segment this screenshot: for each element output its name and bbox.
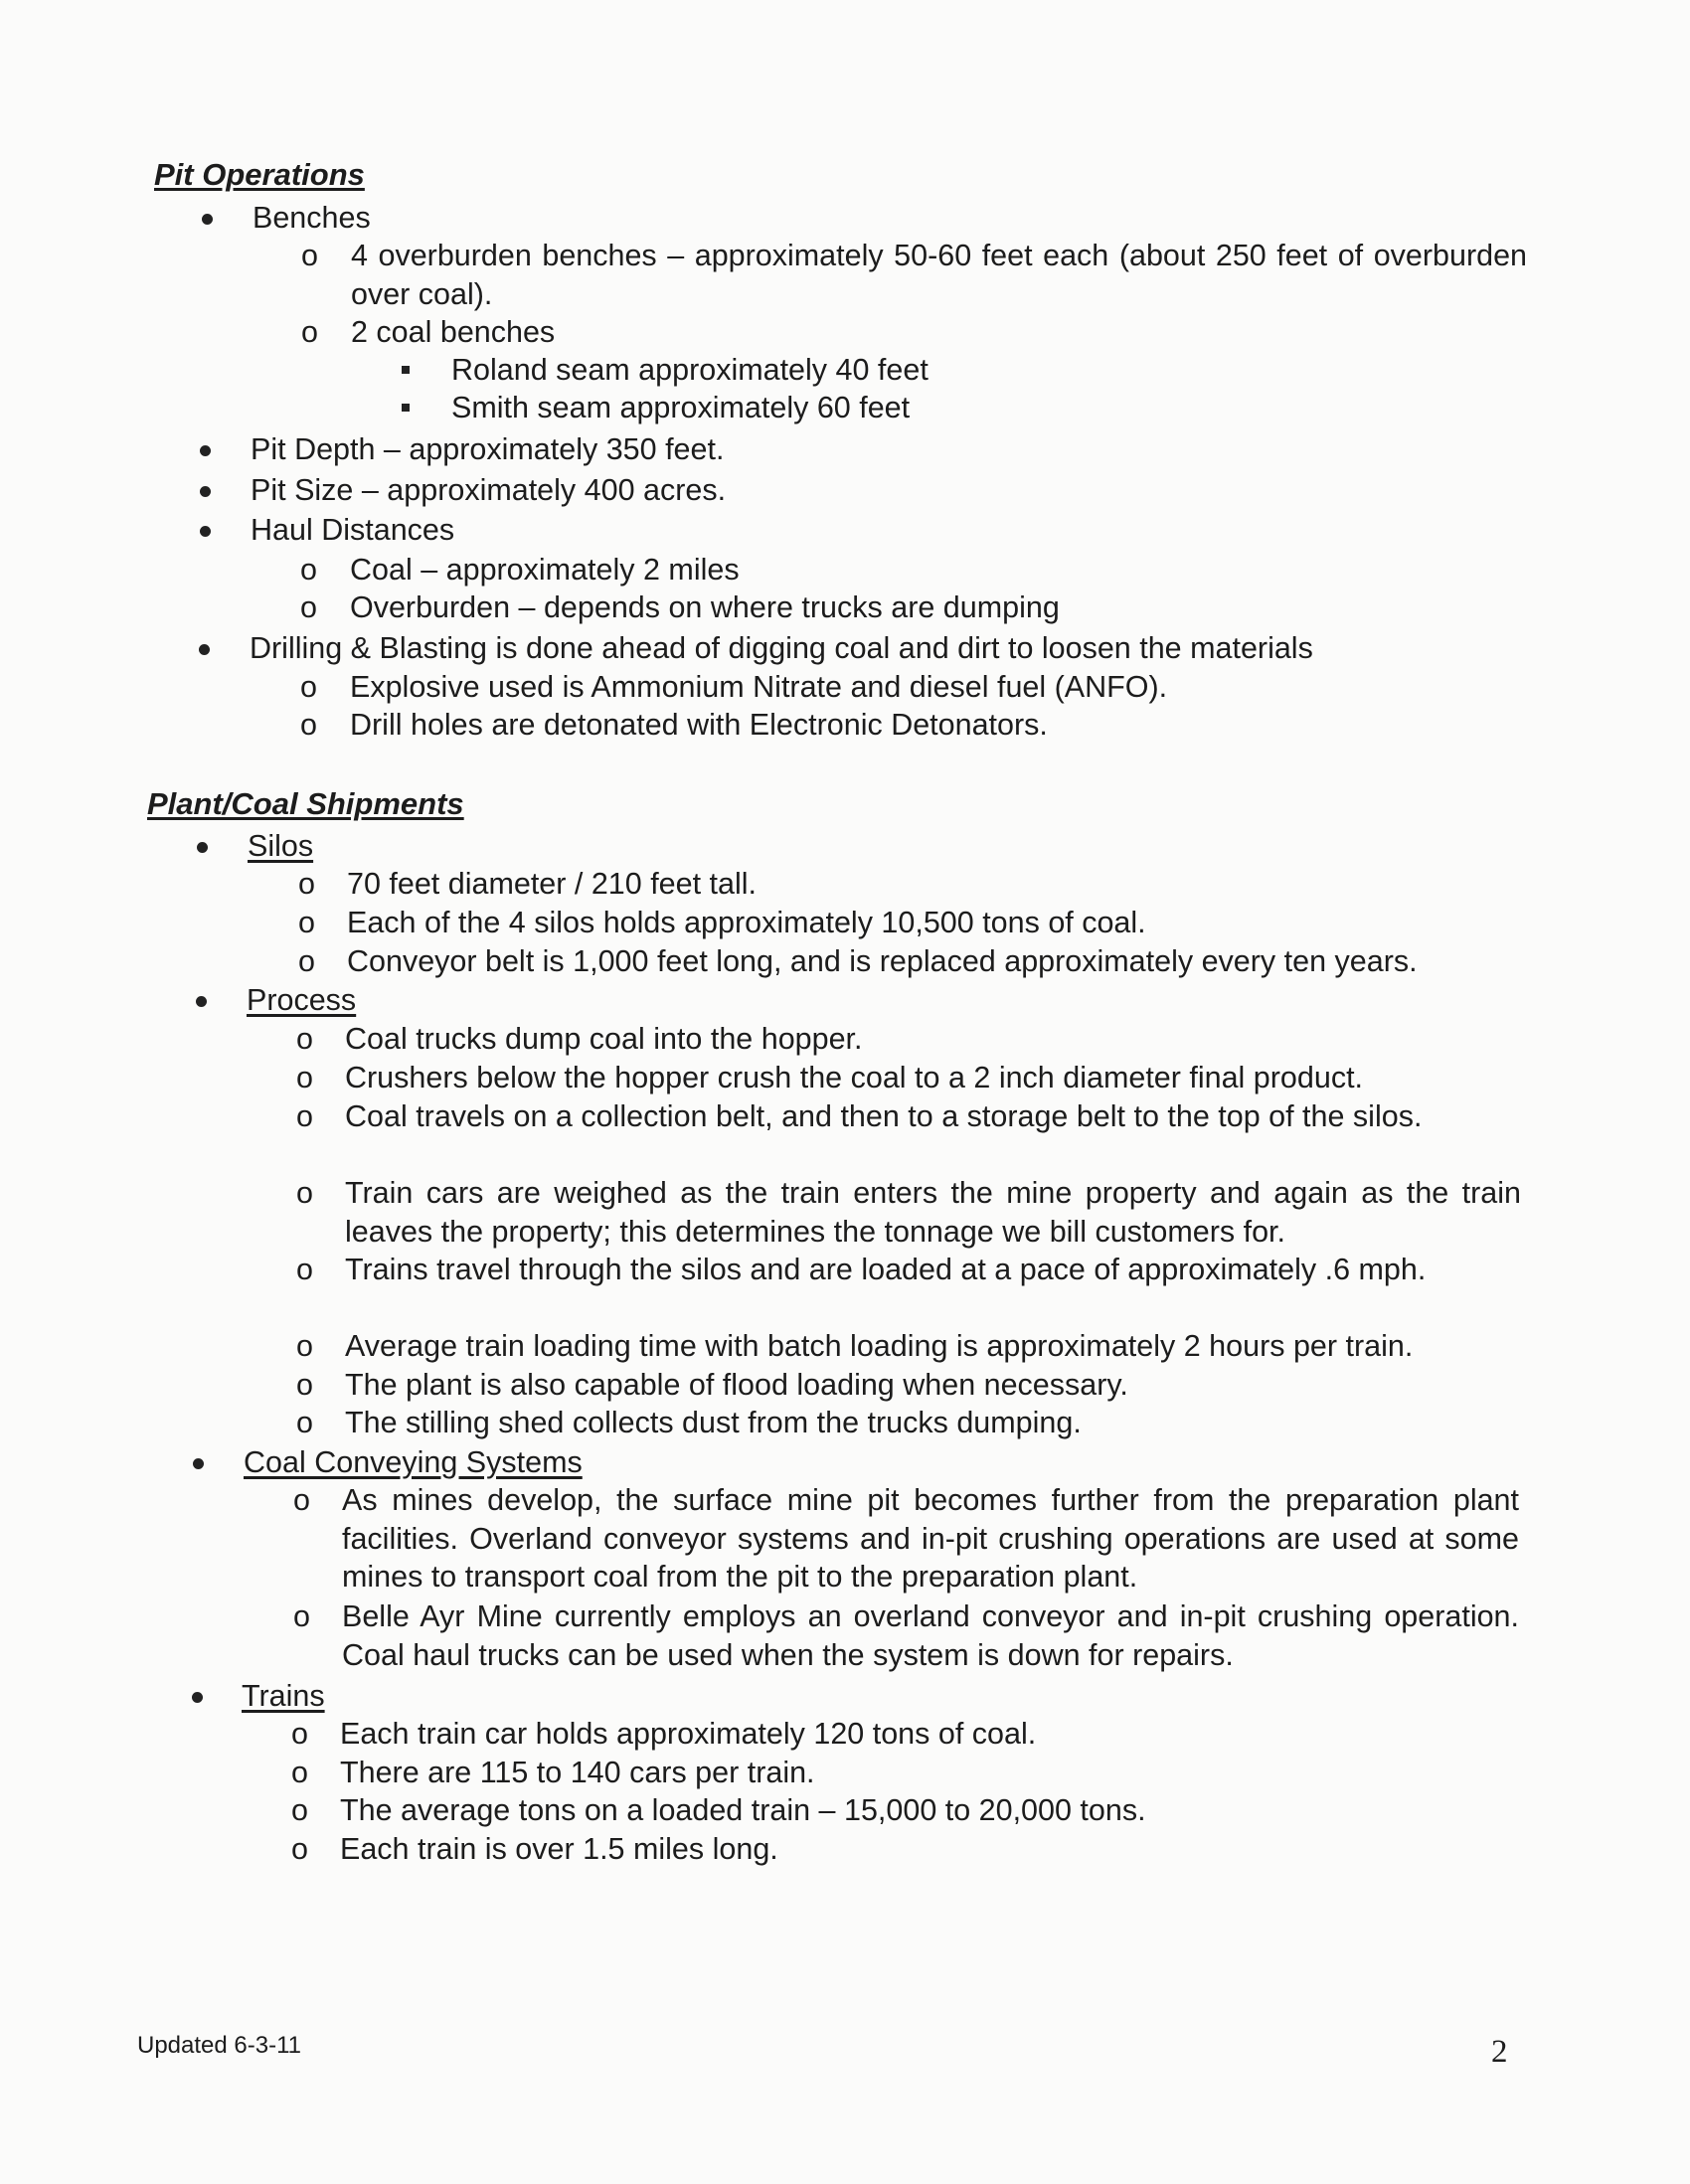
bullet-circle: o xyxy=(291,1756,308,1789)
bullet-circle: o xyxy=(300,708,317,742)
list-item-coal-benches: o 2 coal benches xyxy=(301,313,555,352)
bullet-dot xyxy=(200,445,211,456)
list-item-haul-coal: o Coal – approximately 2 miles xyxy=(300,551,740,589)
bullet-circle: o xyxy=(291,1832,308,1866)
list-item-process-8: o The stilling shed collects dust from the trucks dumping. xyxy=(296,1404,1082,1442)
list-item-benches: Benches xyxy=(202,199,371,238)
list-item-conveying-2: o Belle Ayr Mine currently employs an overland conveyor and in-pit crushing operation. Coal haul trucks can be used when the system is down for repairs. xyxy=(293,1599,1519,1672)
list-item-process-1: o Coal trucks dump coal into the hopper. xyxy=(296,1020,863,1059)
list-item-pit-size: Pit Size – approximately 400 acres. xyxy=(200,471,726,510)
list-item-drilling-blasting: Drilling & Blasting is done ahead of digging coal and dirt to loosen the materials xyxy=(199,629,1313,668)
list-item-trains-4: o Each train is over 1.5 miles long. xyxy=(291,1830,778,1869)
bullet-circle: o xyxy=(300,553,317,587)
list-item-pit-depth: Pit Depth – approximately 350 feet. xyxy=(200,430,724,469)
list-item-process-5: o Trains travel through the silos and are loaded at a pace of approximately .6 mph. xyxy=(296,1251,1521,1289)
bullet-circle: o xyxy=(296,1099,313,1133)
bullet-circle: o xyxy=(300,670,317,704)
list-item-trains-1: o Each train car holds approximately 120 tons of coal. xyxy=(291,1715,1036,1754)
bullet-dot xyxy=(200,486,211,497)
bullet-circle: o xyxy=(291,1793,308,1827)
bullet-circle: o xyxy=(296,1368,313,1402)
list-item-process: Process xyxy=(196,981,356,1020)
bullet-circle: o xyxy=(298,944,315,978)
bullet-dot xyxy=(199,644,210,655)
bullet-circle: o xyxy=(296,1022,313,1056)
list-item-overburden-benches: o 4 overburden benches – approximately 50-60 feet each (about 250 feet of overburden over coal). xyxy=(301,239,1527,311)
bullet-dot xyxy=(192,1692,203,1703)
list-item-trains: Trains xyxy=(192,1677,325,1716)
bullet-circle: o xyxy=(298,867,315,901)
bullet-circle: o xyxy=(296,1176,313,1210)
bullet-dot xyxy=(196,996,207,1007)
list-item-conveyor-belt: o Conveyor belt is 1,000 feet long, and is replaced approximately every ten years. xyxy=(298,942,1418,981)
list-item-silos-capacity: o Each of the 4 silos holds approximately 10,500 tons of coal. xyxy=(298,904,1146,942)
list-item-silos: Silos xyxy=(197,827,313,866)
list-item-smith-seam: Smith seam approximately 60 feet xyxy=(402,389,910,427)
list-item-process-7: o The plant is also capable of flood loading when necessary. xyxy=(296,1366,1128,1405)
bullet-circle: o xyxy=(301,239,318,272)
bullet-circle: o xyxy=(291,1717,308,1751)
list-item-detonators: o Drill holes are detonated with Electronic Detonators. xyxy=(300,706,1048,745)
bullet-circle: o xyxy=(293,1483,310,1517)
list-item-process-3: o Coal travels on a collection belt, and then to a storage belt to the top of the silos. xyxy=(296,1097,1521,1136)
footer-updated-date: Updated 6-3-11 xyxy=(137,2032,301,2059)
bullet-circle: o xyxy=(296,1329,313,1363)
list-item-trains-2: o There are 115 to 140 cars per train. xyxy=(291,1754,815,1792)
bullet-circle: o xyxy=(301,315,318,349)
bullet-circle: o xyxy=(296,1406,313,1439)
heading-pit-operations: Pit Operations xyxy=(154,157,365,192)
bullet-circle: o xyxy=(293,1599,310,1633)
bullet-dot xyxy=(197,842,208,853)
bullet-circle: o xyxy=(296,1253,313,1286)
list-item-trains-3: o The average tons on a loaded train – 15,000 to 20,000 tons. xyxy=(291,1791,1146,1830)
list-item-process-6: o Average train loading time with batch loading is approximately 2 hours per train. xyxy=(296,1327,1413,1366)
list-item-coal-conveying: Coal Conveying Systems xyxy=(193,1443,583,1482)
list-item-haul-distances: Haul Distances xyxy=(200,511,454,550)
bullet-dot xyxy=(202,214,213,225)
list-item-roland-seam: Roland seam approximately 40 feet xyxy=(402,351,929,390)
bullet-circle: o xyxy=(298,906,315,939)
bullet-circle: o xyxy=(300,590,317,624)
bullet-circle: o xyxy=(296,1061,313,1094)
heading-plant-coal-shipments: Plant/Coal Shipments xyxy=(147,786,464,821)
bullet-square xyxy=(402,366,410,374)
list-item-silos-dimensions: o 70 feet diameter / 210 feet tall. xyxy=(298,865,757,904)
list-item-haul-overburden: o Overburden – depends on where trucks are dumping xyxy=(300,588,1060,627)
list-item-process-2: o Crushers below the hopper crush the coal to a 2 inch diameter final product. xyxy=(296,1059,1363,1097)
list-item-explosive: o Explosive used is Ammonium Nitrate and diesel fuel (ANFO). xyxy=(300,668,1167,707)
page-number: 2 xyxy=(1491,2034,1508,2070)
list-item-process-4: o Train cars are weighed as the train enters the mine property and again as the train leaves the property; this determines the tonnage we bill customers for. xyxy=(296,1176,1521,1249)
bullet-dot xyxy=(200,526,211,537)
list-item-conveying-1: o As mines develop, the surface mine pit becomes further from the preparation plant facilities. Overland conveyor systems and in-pit crushing operations are used at some mines to transport coal from the pit to the preparation plant. xyxy=(293,1483,1519,1594)
bullet-square xyxy=(402,404,410,412)
bullet-dot xyxy=(193,1458,204,1469)
